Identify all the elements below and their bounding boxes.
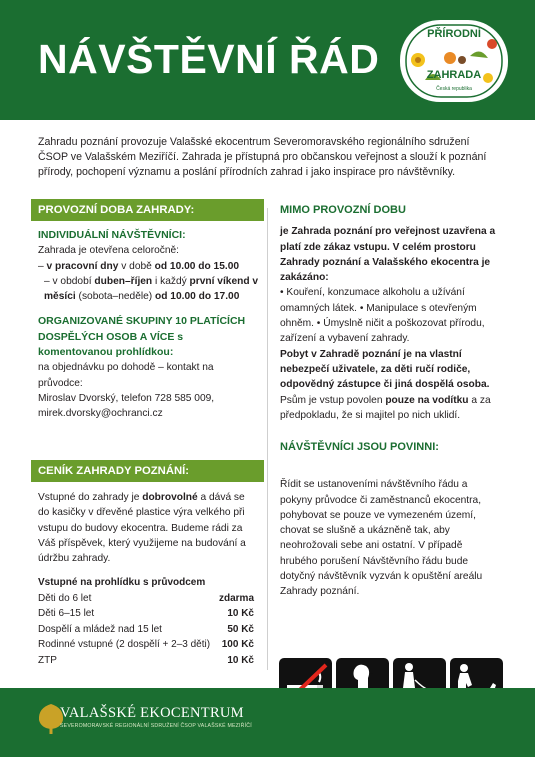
- outside-hours-closed: je Zahrada poznání pro veřejnost uzavřena a platí zde zákaz vstupu. V celém prostoru Zahrady poznání a Valašského ekocentra je zakázáno:: [280, 226, 496, 284]
- price-table: [38, 575, 254, 668]
- footer-organization-name: VALAŠSKÉ EKOCENTRUM: [60, 705, 244, 721]
- price-row: Rodinné vstupné (2 dospělí + 2–3 děti) 100 Kč: [38, 639, 254, 650]
- footer-band: [0, 688, 535, 757]
- individual-heading: INDIVIDUÁLNÍ NÁVŠTĚVNÍCI:: [38, 229, 186, 241]
- tour-heading: Vstupné na prohlídku s průvodcem: [38, 577, 206, 588]
- price-row: ZTP 10 Kč: [38, 654, 254, 666]
- duties-text: Řídit se ustanoveními návštěvního řádu a pokyny průvodce či zaměstnanců ekocentra, pohybovat se pouze ve vymezeném území, chovat se slušně a ukázněně tak, aby neohrožovali sebe ani ostatní. V případě hrubého porušení Návštěvního řádu bude dotyčný návštěvník vyzván k opuštění areálu Zahrady poznání.: [280, 479, 483, 598]
- duties-section: [280, 440, 498, 600]
- opening-hours-section: [38, 228, 260, 422]
- page-title: NÁVŠTĚVNÍ ŘÁD: [38, 36, 380, 82]
- prohibited-list: • Kouření, konzumace alkoholu a užívání omamných látek. • Manipulace s otevřeným ohněm. • Úmyslně ničit a poškozovat přírodu, zařízení a vybavení zahrady.: [280, 287, 485, 345]
- pricing-bar: CENÍK ZAHRADY POZNÁNÍ:: [31, 460, 264, 482]
- price-row: Dospělí a mládež nad 15 let 50 Kč: [38, 623, 254, 635]
- pricing-text: Vstupné do zahrady je dobrovolné a dává se do kasičky v dřevěné plastice výra velkého při vstupu do budovy ekocentra. Budeme rádi za Váš příspěvek, který využijeme na budování a údržbu zahrady.: [38, 492, 246, 565]
- outside-hours-heading: MIMO PROVOZNÍ DOBU: [280, 204, 406, 216]
- groups-heading: ORGANIZOVANÉ SKUPINY 10 PLATÍCÍCH DOSPĚLÝCH OSOB A VÍCE s komentovanou prohlídkou:: [38, 315, 246, 359]
- logo-text-2: ZAHRADA: [426, 69, 482, 81]
- logo-text-3: Česká republika: [436, 86, 472, 92]
- hours-line-weekdays: – v pracovní dny v době od 10.00 do 15.00: [38, 260, 240, 272]
- column-divider: [267, 208, 268, 670]
- contact-email[interactable]: mirek.dvorsky@ochranci.cz: [38, 408, 163, 420]
- footer-organization-subtitle: SEVEROMORAVSKÉ REGIONÁLNÍ SDRUŽENÍ ČSOP VALAŠSKÉ MEZIŘÍČÍ: [60, 723, 252, 729]
- price-row: Děti do 6 let zdarma: [38, 592, 254, 604]
- price-row: Děti 6–15 let 10 Kč: [38, 608, 254, 619]
- hours-line-season: – v období duben–říjen i každý první víkend v měsíci (sobota–neděle) od 10.00 do 17.00: [44, 275, 259, 303]
- opening-hours-bar: PROVOZNÍ DOBA ZAHRADY:: [31, 199, 264, 221]
- open-all-year: Zahrada je otevřena celoročně:: [38, 245, 180, 257]
- header-band: [0, 0, 535, 120]
- outside-hours-section: [280, 203, 498, 423]
- logo-text-1: PŘÍRODNÍ: [427, 28, 481, 40]
- intro-paragraph: Zahradu poznání provozuje Valašské ekocentrum Severomoravského regionálního sdružení ČSOP ve Valašském Meziříčí. Zahrada je přístupná pro občanskou veřejnost a slouží k poznání přírody, pochopení významu a poslání přírodních zahrad i jako inspirace pro návštěvníky.: [38, 136, 487, 179]
- responsibility-text: Pobyt v Zahradě poznání je na vlastní nebezpečí uživatele, za děti ručí rodiče, odpovědný zástupce či jiná dospělá osoba. Psům je vstup povolen pouze na vodítku a za předpokladu, že si majitel po nich uklidí.: [280, 348, 491, 421]
- groups-text: na objednávku po dohodě – kontakt na průvodce:: [38, 362, 214, 389]
- contact-line: Miroslav Dvorský, telefon 728 585 009,: [38, 392, 215, 404]
- prirodni-zahrada-logo: [400, 20, 508, 102]
- duties-heading: NÁVŠTĚVNÍCI JSOU POVINNI:: [280, 441, 439, 453]
